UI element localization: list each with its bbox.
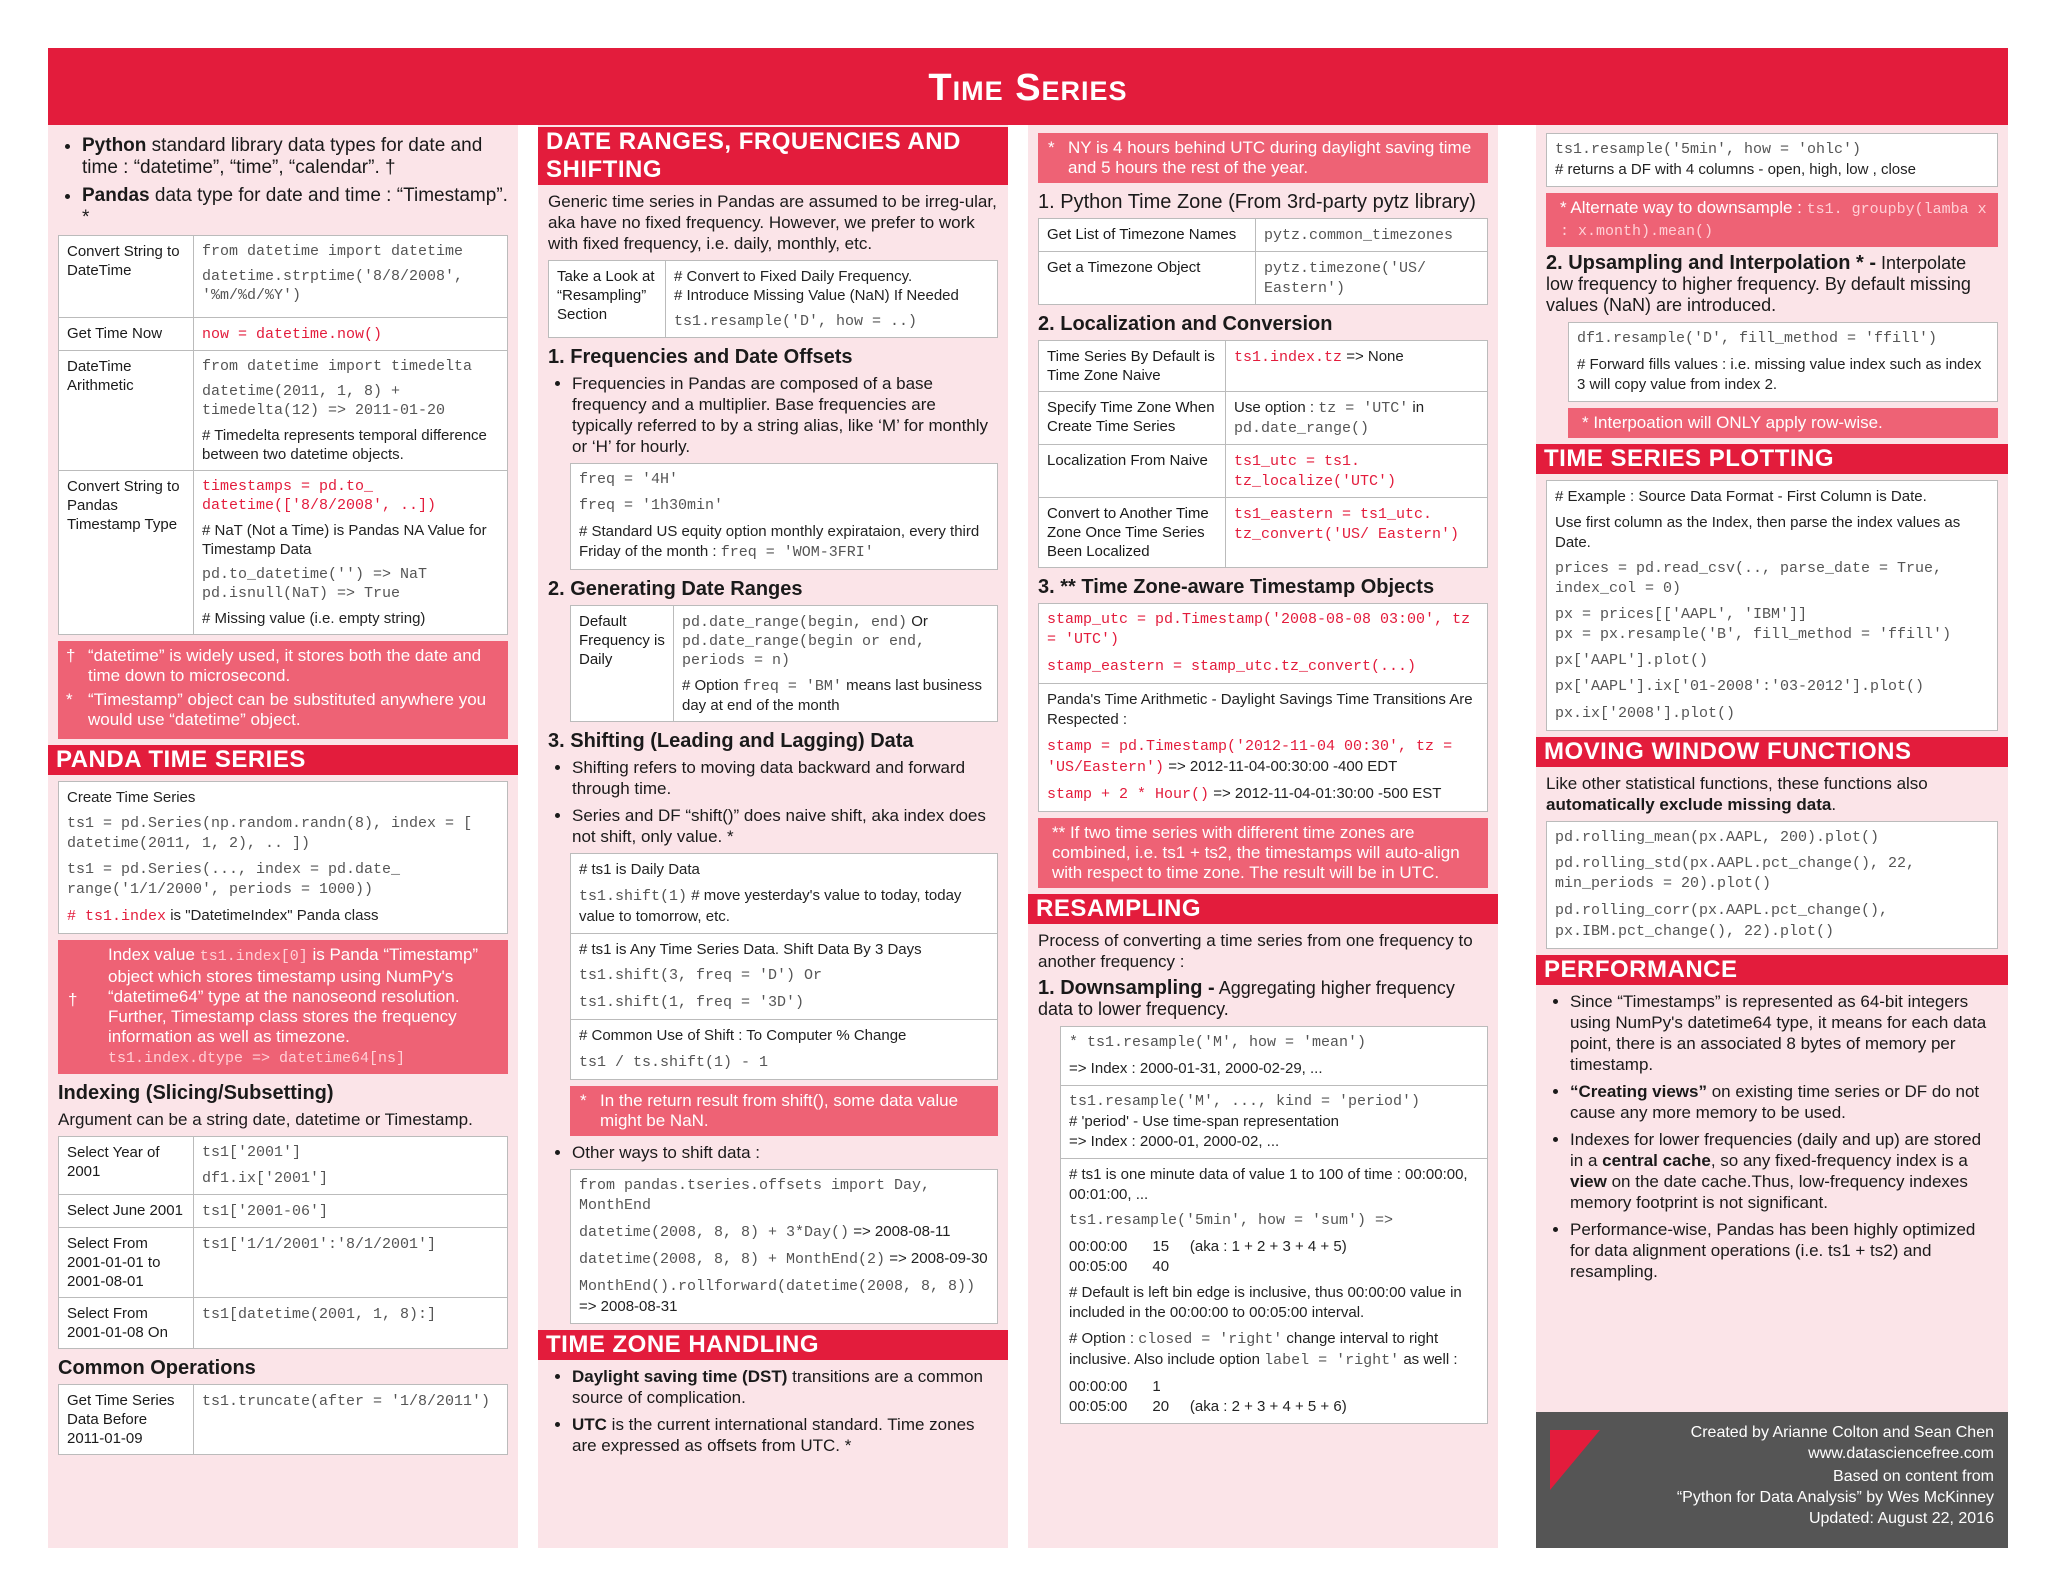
alt-downsample-note: * Alternate way to downsample : ts1. groupby(lamba x : x.month).mean()	[1546, 193, 1998, 247]
table-row: Convert String to DateTime from datetime import datetime datetime.strptime('8/8/2008', '%m/%d/%Y')	[59, 236, 508, 318]
flag-logo-icon	[1550, 1430, 1600, 1490]
table-row: Convert String to Pandas Timestamp Type timestamps = pd.to_ datetime(['8/8/2008', ..]) # NaT (Not a Time) is Pandas NA Value for Timestamp Data pd.to_datetime('') => NaT pd.isnull(NaT) => True # Missing value (i.e. empty string)	[59, 471, 508, 635]
resample-table	[548, 260, 998, 338]
common-ops-title: Common Operations	[58, 1357, 256, 1379]
timestamp-note: † Index value ts1.index[0] is Panda “Timestamp” object which stores timestamp using NumPy's “datetime64” type at the nanoseond resolution. Further, Timestamp class stores the frequency information as well as timezone. ts1.index.dtype => datetime64[ns]	[58, 940, 508, 1074]
datetime-note: † “datetime” is widely used, it stores both the date and time down to microsecond. * “Timestamp” object can be substituted anywhere you would use “datetime” object.	[58, 641, 508, 739]
shifting-title: 3. Shifting (Leading and Lagging) Data	[548, 730, 914, 752]
table-row: Get Time Series Data Before 2011-01-09 ts1.truncate(after = '1/8/2011')	[59, 1385, 508, 1455]
generating-table	[570, 605, 998, 722]
timezone-list	[548, 1366, 998, 1456]
ny-note: * NY is 4 hours behind UTC during daylight saving time and 5 hours the rest of the year.	[1038, 133, 1488, 183]
indexing-title: Indexing (Slicing/Subsetting)	[58, 1082, 334, 1104]
other-shift-list: • Other ways to shift data :	[548, 1142, 998, 1163]
table-row: Get a Timezone Object pytz.timezone('US/ Eastern')	[1039, 252, 1488, 305]
plotting-box: # Example : Source Data Format - First Column is Date. Use first column as the Index, then parse the index values as Date. prices = pd.read_csv(.., parse_date = True, index_col = 0) px = prices[['AAPL', 'IBM']] px = px.resample('B', fill_method = 'ffill') px['AAPL'].plot() px['AAPL'].ix['01-2008':'03-2012'].plot() px.ix['2008'].plot()	[1546, 480, 1998, 731]
freq-box: freq = '4H' freq = '1h30min' # Standard US equity option monthly expirataion, every third Friday of the month : freq = 'WOM-3FRI'	[570, 463, 998, 570]
python-timezone-title: 1. Python Time Zone (From 3rd-party pytz library)	[1038, 191, 1476, 213]
upsampling-box: df1.resample('D', fill_method = 'ffill') # Forward fills values : i.e. missing value index such as index 3 will copy value from index 2.	[1568, 322, 1998, 402]
section-header-performance: PERFORMANCE	[1536, 955, 2008, 985]
column-1	[48, 125, 518, 1548]
intro-item: • Pandas data type for date and time : “Timestamp”. *	[82, 185, 508, 229]
section-header-resampling: RESAMPLING	[1028, 894, 1498, 924]
performance-list	[1546, 991, 1998, 1282]
shift-box: # ts1 is Daily Data ts1.shift(1) # move yesterday's value to today, today value to tomorrow, etc. # ts1 is Any Time Series Data. Shift Data By 3 Days ts1.shift(3, freq = 'D') Or ts1.shift(1, freq = '3D') # Common Use of Shift : To Computer % Change ts1 / ts.shift(1) - 1	[570, 853, 998, 1080]
offsets-box: from pandas.tseries.offsets import Day, MonthEnd datetime(2008, 8, 8) + 3*Day() => 2008-08-11 datetime(2008, 8, 8) + MonthEnd(2) => 2008-09-30 MonthEnd().rollforward(datetime(2008, 8, 8)) => 2008-08-31	[570, 1169, 998, 1324]
section-header-date-ranges: DATE RANGES, FRQUENCIES AND SHIFTING	[538, 127, 1008, 185]
common-ops-table	[58, 1384, 508, 1455]
auto-align-note: ** If two time series with different time zones are combined, i.e. ts1 + ts2, the timestamps will auto-align with respect to time zone. The result will be in UTC.	[1038, 818, 1488, 888]
downsampling-title: 1. Downsampling - Aggregating higher frequency data to lower frequency.	[1038, 977, 1455, 1019]
table-row: Select From 2001-01-08 On ts1[datetime(2001, 1, 8):]	[59, 1298, 508, 1349]
list-item: • Since “Timestamps” is represented as 64-bit integers using NumPy's datetime64 type, it means for each data point, there is an associated 8 bytes of memory per timestamp.	[1570, 991, 1998, 1075]
indexing-body: Argument can be a string date, datetime or Timestamp.	[58, 1110, 473, 1129]
table-row: Localization From Naive ts1_utc = ts1. tz_localize('UTC')	[1039, 445, 1488, 498]
table-row: Get Time Now now = datetime.now()	[59, 318, 508, 351]
table-row: Get List of Timezone Names pytz.common_timezones	[1039, 219, 1488, 252]
timestamp-objects-title: 3. ** Time Zone-aware Timestamp Objects	[1038, 576, 1435, 598]
moving-window-box: pd.rolling_mean(px.AAPL, 200).plot() pd.rolling_std(px.AAPL.pct_change(), 22, min_periods = 20).plot() pd.rolling_corr(px.AAPL.pct_change(), px.IBM.pct_change(), 22).plot()	[1546, 821, 1998, 949]
table-row: Time Series By Default is Time Zone Naive ts1.index.tz => None	[1039, 341, 1488, 392]
frequencies-list: • Frequencies in Pandas are composed of a base frequency and a multiplier. Base frequencies are typically referred to by a string alias, like ‘M’ for monthly or ‘H’ for hourly.	[548, 373, 998, 457]
shift-note: * In the return result from shift(), some data value might be NaN.	[570, 1086, 998, 1136]
column-4	[1536, 125, 2008, 1548]
page-title: Time Series	[48, 48, 2008, 125]
cheat-sheet	[48, 48, 2008, 1548]
table-row: Select Year of 2001 ts1['2001'] df1.ix['2001']	[59, 1137, 508, 1195]
localization-table	[1038, 340, 1488, 568]
list-item: • UTC is the current international standard. Time zones are expressed as offsets from UTC. *	[572, 1414, 998, 1456]
list-item: • Daylight saving time (DST) transitions are a common source of complication.	[572, 1366, 998, 1408]
table-row: Select June 2001 ts1['2001-06']	[59, 1195, 508, 1228]
interpolation-note: * Interpoation will ONLY apply row-wise.	[1568, 408, 1998, 438]
section-header-plotting: TIME SERIES PLOTTING	[1536, 444, 2008, 474]
column-3	[1028, 125, 1498, 1548]
table-row: Take a Look at “Resampling” Section # Convert to Fixed Daily Frequency. # Introduce Missing Value (NaN) If Needed ts1.resample('D', how = ..)	[549, 261, 998, 338]
downsampling-box: * ts1.resample('M', how = 'mean') => Index : 2000-01-31, 2000-02-29, ... ts1.resample('M', ..., kind = 'period') # 'period' - Use time-span representation => Index : 2000-01, 2000-02, ... # ts1 is one minute data of value 1 to 100 of time : 00:00:00, 00:01:00, ... ts1.resample('5min', how = 'sum') => 00:00:00 15 (aka : 1 + 2 + 3 + 4 + 5) 00:05:00 40 # Default is left bin edge is inclusive, thus 00:00:00 value in included in the 00:00:00 to 00:05:00 interval. # Option : closed = 'right' change interval to right inclusive. Also include option label = 'right' as well : 00:00:00 1 00:05:00 20 (aka : 2 + 3 + 4 + 5 + 6)	[1060, 1026, 1488, 1424]
column-2	[538, 125, 1008, 1548]
list-item: • Indexes for lower frequencies (daily and up) are stored in a central cache, so any fixed-frequency index is a view on the date cache.Thus, low-frequency indexes memory footprint is not significant.	[1570, 1129, 1998, 1213]
table-row: DateTime Arithmetic from datetime import timedelta datetime(2011, 1, 8) + timedelta(12) => 2011-01-20 # Timedelta represents temporal difference between two datetime objects.	[59, 351, 508, 471]
table-row: Convert to Another Time Zone Once Time Series Been Localized ts1_eastern = ts1_utc. tz_convert('US/ Eastern')	[1039, 498, 1488, 568]
pytz-table	[1038, 218, 1488, 305]
indexing-table	[58, 1136, 508, 1349]
table-row: Specify Time Zone When Create Time Series Use option : tz = 'UTC' in pd.date_range()	[1039, 392, 1488, 445]
section-header-panda: PANDA TIME SERIES	[48, 745, 518, 775]
intro-list	[58, 135, 508, 229]
date-ranges-intro: Generic time series in Pandas are assumed to be irreg-ular, aka have no fixed frequency. However, we prefer to work with fixed frequency, i.e. daily, monthly, etc.	[548, 192, 997, 253]
create-series-box: Create Time Series ts1 = pd.Series(np.random.randn(8), index = [ datetime(2011, 1, 2), .. ]) ts1 = pd.Series(..., index = pd.date_ range('1/1/2000', periods = 1000)) # ts1.index is "DatetimeIndex" Panda class	[58, 781, 508, 934]
section-header-timezone: TIME ZONE HANDLING	[538, 1330, 1008, 1360]
list-item: • Performance-wise, Pandas has been highly optimized for data alignment operations (i.e. ts1 + ts2) and resampling.	[1570, 1219, 1998, 1282]
moving-window-body: Like other statistical functions, these functions also automatically exclude missing data.	[1546, 774, 1928, 814]
datetime-table	[58, 235, 508, 635]
localization-title: 2. Localization and Conversion	[1038, 313, 1333, 335]
upsampling-title: 2. Upsampling and Interpolation * - Interpolate low frequency to higher frequency. By default missing values (NaN) are introduced.	[1546, 252, 1971, 315]
ohlc-box: ts1.resample('5min', how = 'ohlc') # returns a DF with 4 columns - open, high, low , close	[1546, 133, 1998, 187]
shifting-list: • Shifting refers to moving data backward and forward through time. • Series and DF “shift()” does naive shift, aka index does not shift, only value. *	[548, 757, 998, 847]
resampling-body: Process of converting a time series from one frequency to another frequency :	[1038, 931, 1473, 971]
timestamp-box: stamp_utc = pd.Timestamp('2008-08-08 03:00', tz = 'UTC') stamp_eastern = stamp_utc.tz_convert(...) Panda's Time Arithmetic - Daylight Savings Time Transitions Are Respected : stamp = pd.Timestamp('2012-11-04 00:30', tz = 'US/Eastern') => 2012-11-04-00:30:00 -400 EDT stamp + 2 * Hour() => 2012-11-04-01:30:00 -500 EST	[1038, 603, 1488, 812]
generating-title: 2. Generating Date Ranges	[548, 578, 803, 600]
frequencies-title: 1. Frequencies and Date Offsets	[548, 346, 853, 368]
intro-item: • Python standard library data types for date and time : “datetime”, “time”, “calendar”. †	[82, 135, 508, 179]
list-item: • “Creating views” on existing time series or DF do not cause any more memory to be used.	[1570, 1081, 1998, 1123]
section-header-moving-window: MOVING WINDOW FUNCTIONS	[1536, 737, 2008, 767]
table-row: Default Frequency is Daily pd.date_range(begin, end) Or pd.date_range(begin or end, periods = n) # Option freq = 'BM' means last business day at end of the month	[571, 606, 998, 722]
credits-footer: Created by Arianne Colton and Sean Chen www.datasciencefree.com Based on content from “Python for Data Analysis” by Wes McKinney Updated: August 22, 2016	[1536, 1412, 2008, 1548]
table-row: Select From 2001-01-01 to 2001-08-01 ts1['1/1/2001':'8/1/2001']	[59, 1228, 508, 1298]
